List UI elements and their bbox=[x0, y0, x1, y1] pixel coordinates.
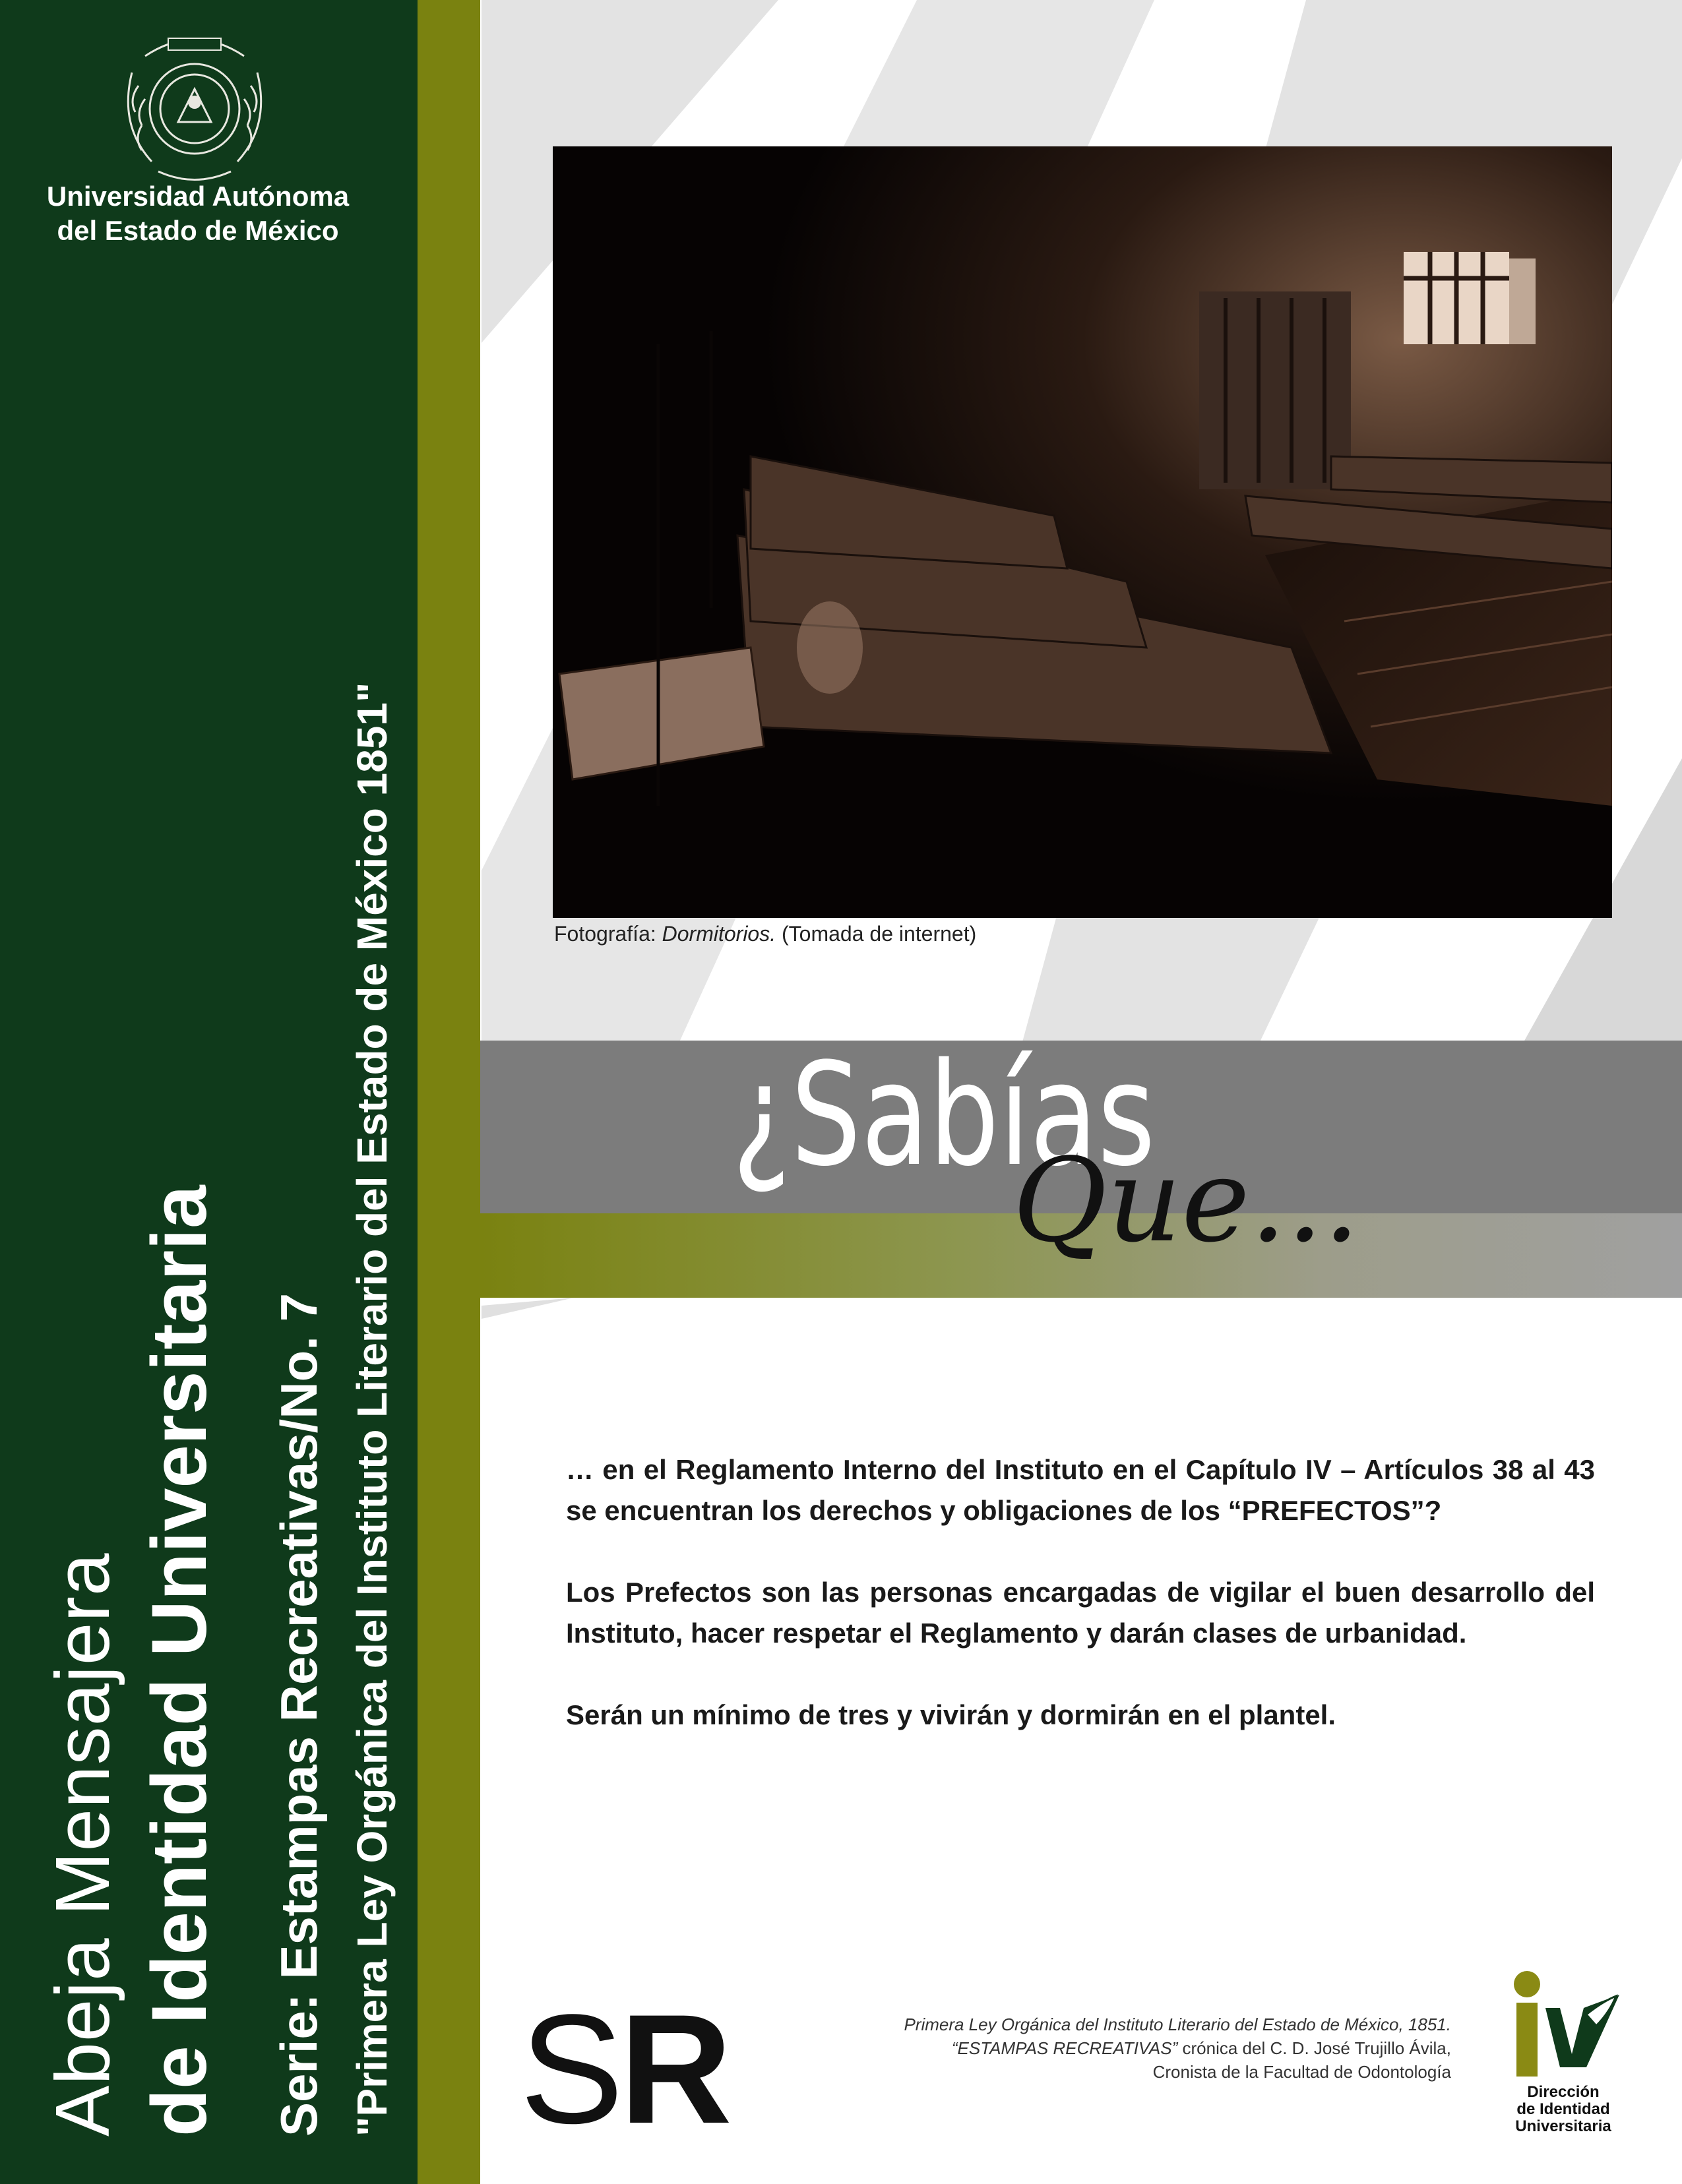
banner-subtitle: Que... bbox=[1012, 1134, 1360, 1268]
dormitory-photo-illustration bbox=[553, 146, 1612, 918]
banner-title: ¿Sabías bbox=[732, 1032, 1156, 1198]
paragraph-1: … en el Reglamento Interno del Instituto en el Capítulo IV – Artículos 38 al 43 se encuentran los derechos y obligaciones de los “PREFECTOS”? bbox=[566, 1454, 1595, 1526]
sidebar-title-identidad: de Identidad Universitaria bbox=[136, 1185, 223, 2137]
credit-line-3: Cronista de la Facultad de Odontología bbox=[1152, 2062, 1451, 2082]
paragraph-3: Serán un mínimo de tres y vivirán y dormirán en el plantel. bbox=[566, 1699, 1336, 1730]
sidebar-series-label: Serie: Estampas Recreativas/No. 7 bbox=[270, 1292, 328, 2137]
university-seal-logo bbox=[106, 26, 284, 191]
sidebar-law-title: "Primera Ley Orgánica del Instituto Literario del Estado de México 1851" bbox=[348, 682, 396, 2137]
dept-line-2: de Identidad bbox=[1516, 2100, 1610, 2118]
credit-line-2-rest: crónica del C. D. José Trujillo Ávila, bbox=[1177, 2038, 1451, 2058]
credit-line-2-series: “ESTAMPAS RECREATIVAS” bbox=[951, 2038, 1178, 2058]
sr-logo-r: R bbox=[619, 1982, 728, 2156]
direccion-identidad-label bbox=[1497, 2084, 1629, 2135]
dormitory-photo bbox=[553, 146, 1612, 918]
institution-name-line1: Universidad Autónoma bbox=[46, 181, 350, 212]
footer-credits bbox=[792, 2013, 1451, 2084]
sidebar-olive-stripe bbox=[418, 0, 480, 2184]
dept-line-3: Universitaria bbox=[1515, 2117, 1611, 2135]
body-text bbox=[566, 1449, 1595, 1776]
iu-pen-icon bbox=[1507, 1968, 1619, 2080]
direccion-identidad-logo bbox=[1497, 1968, 1629, 2135]
institution-name-line2: del Estado de México bbox=[57, 215, 339, 246]
credit-line-1: Primera Ley Orgánica del Instituto Literario del Estado de México, 1851. bbox=[904, 2015, 1451, 2034]
institution-name bbox=[0, 179, 396, 248]
sidebar-title-abeja: Abeja Mensajera bbox=[40, 1552, 125, 2137]
sr-logo-s: S bbox=[520, 1982, 620, 2156]
dept-line-1: Dirección bbox=[1527, 2083, 1600, 2101]
photo-caption-prefix: Fotografía: bbox=[554, 922, 662, 946]
photo-caption-suffix: (Tomada de internet) bbox=[776, 922, 977, 946]
paragraph-2: Los Prefectos son las personas encargadas de vigilar el buen desarrollo del Instituto, hacer respetar el Reglamento y darán clases de urbanidad. bbox=[566, 1577, 1595, 1649]
credit-line-2 bbox=[792, 2036, 1451, 2060]
photo-caption bbox=[554, 922, 976, 946]
sr-logo bbox=[520, 1982, 728, 2156]
photo-caption-title: Dormitorios. bbox=[662, 922, 776, 946]
